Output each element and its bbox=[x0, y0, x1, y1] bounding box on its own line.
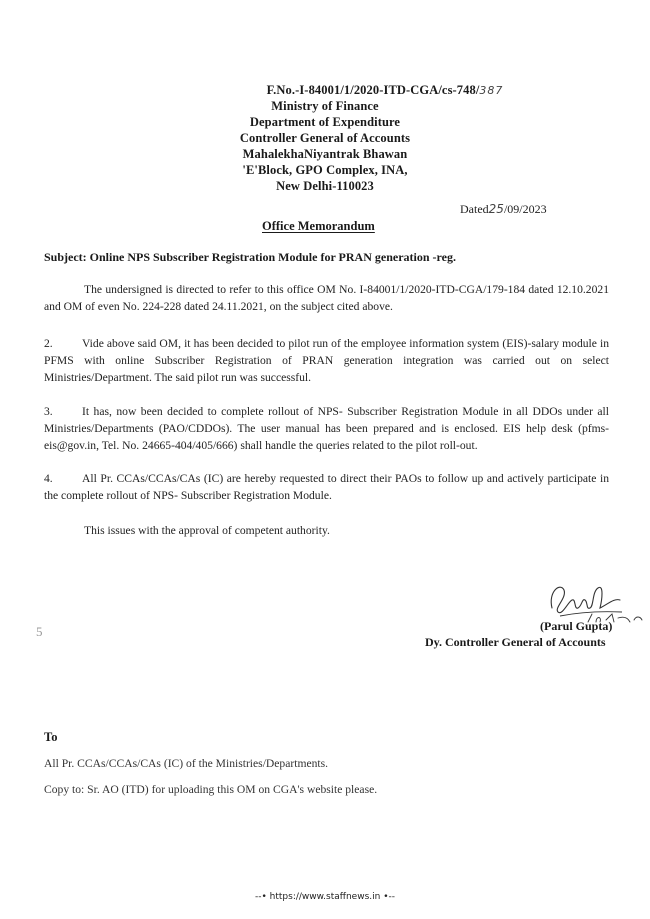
date-rest: /09/2023 bbox=[503, 202, 547, 216]
file-number-text: F.No.-I-84001/1/2020-ITD-CGA/cs-748/ bbox=[266, 83, 480, 97]
paragraph-2-text: Vide above said OM, it has been decided to pilot run of the employee information system (EIS)-salary module in PFMS with online Subscriber Registration of PRAN generation integration was carried out on select Ministries/Department. The said pilot run was successful. bbox=[44, 337, 609, 384]
footer-watermark: --• https://www.staffnews.in •-- bbox=[255, 892, 395, 902]
paragraph-1 bbox=[44, 281, 609, 315]
paragraph-4-text: All Pr. CCAs/CCAs/CAs (IC) are hereby requested to direct their PAOs to follow up and actively participate in the complete rollout of NPS- Subscriber Registration Module. bbox=[44, 472, 609, 502]
paragraph-4-number: 4. bbox=[44, 472, 53, 485]
office-name: Controller General of Accounts bbox=[239, 131, 411, 145]
paragraph-1-text: The undersigned is directed to refer to this office OM No. I-84001/1/2020-ITD-CGA/179-184 dated 12.10.2021 and OM of even No. 224-228 dated 24.11.2021, on the subject cited above. bbox=[44, 283, 609, 313]
paragraph-3-number: 3. bbox=[44, 405, 53, 418]
copy-to-line: Copy to: Sr. AO (ITD) for uploading this OM on CGA's website please. bbox=[44, 783, 378, 796]
margin-mark: 5 bbox=[36, 624, 43, 639]
date-label: Dated bbox=[460, 202, 489, 216]
signatory-designation: Dy. Controller General of Accounts bbox=[425, 635, 606, 649]
memo-subject: Subject: Online NPS Subscriber Registration Module for PRAN generation -reg. bbox=[44, 250, 456, 264]
signatory-name: (Parul Gupta) bbox=[540, 619, 613, 633]
address-block: 'E'Block, GPO Complex, INA, bbox=[242, 163, 408, 177]
file-number bbox=[60, 83, 650, 99]
building-name: MahalekhaNiyantrak Bhawan bbox=[242, 147, 408, 161]
paragraph-2-number: 2. bbox=[44, 337, 53, 350]
paragraph-3 bbox=[44, 403, 609, 454]
paragraph-2 bbox=[44, 335, 609, 386]
closing-line-text: This issues with the approval of competent authority. bbox=[84, 524, 330, 537]
paragraph-4 bbox=[44, 470, 609, 504]
ministry-name: Ministry of Finance bbox=[271, 99, 379, 113]
closing-line bbox=[44, 522, 609, 539]
address-city: New Delhi-110023 bbox=[276, 179, 374, 193]
department-name: Department of Expenditure bbox=[249, 115, 401, 129]
memo-date bbox=[460, 202, 547, 217]
to-label: To bbox=[44, 730, 58, 744]
paragraph-3-text: It has, now been decided to complete rollout of NPS- Subscriber Registration Module in all DDOs under all Ministries/Departments (PAO/CDDOs). The user manual has been prepared and is enclosed. EIS help desk (pfms-eis@gov.in, Tel. No. 24665-404/405/666) shall handle the queries related to the pilot roll-out. bbox=[44, 405, 609, 452]
memo-title: Office Memorandum bbox=[262, 219, 375, 233]
recipient-line: All Pr. CCAs/CCAs/CAs (IC) of the Ministries/Departments. bbox=[44, 757, 329, 770]
date-handwritten-day: 25 bbox=[488, 202, 504, 216]
file-number-handwritten: 387 bbox=[479, 84, 504, 97]
